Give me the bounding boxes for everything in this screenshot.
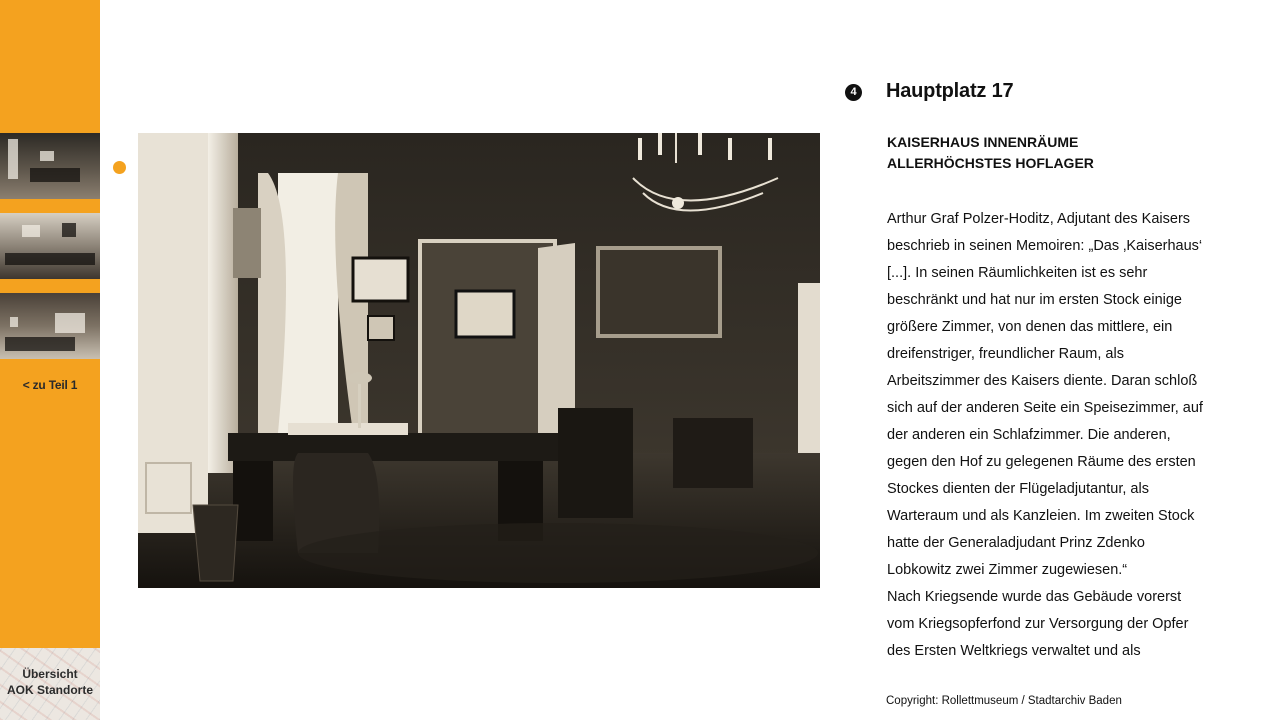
body-line: sich auf der anderen Seite ein Speisezimmer, auf bbox=[887, 400, 1203, 416]
location-number-badge: 4 bbox=[845, 84, 862, 101]
body-line: beschrieb in seinen Memoiren: „Das ‚Kaiserhaus‘ bbox=[887, 238, 1203, 254]
overview-line-2: AOK Standorte bbox=[6, 683, 93, 697]
body-line: Arthur Graf Polzer-Hoditz, Adjutant des Kaisers bbox=[887, 211, 1191, 227]
body-line: größere Zimmer, von denen das mittlere, ein bbox=[887, 319, 1173, 335]
subtitle-line-2: ALLERHÖCHSTES HOFLAGER bbox=[887, 155, 1094, 171]
body-line: Warteraum und als Kanzleien. Im zweiten Stock bbox=[887, 508, 1195, 524]
body-line: beschränkt und hat nur im ersten Stock einige bbox=[887, 292, 1182, 308]
overview-map-button[interactable] bbox=[0, 648, 100, 720]
body-line: hatte der Generaladjudant Prinz Zdenko bbox=[887, 535, 1145, 551]
active-thumbnail-indicator bbox=[113, 161, 126, 174]
body-line: dreifenstriger, freundlicher Raum, als bbox=[887, 346, 1124, 362]
thumbnail-1[interactable] bbox=[0, 133, 100, 199]
body-line: der anderen ein Schlafzimmer. Die anderen, bbox=[887, 427, 1171, 443]
overview-label bbox=[0, 666, 100, 698]
body-line: Nach Kriegsende wurde das Gebäude vorerst bbox=[887, 589, 1182, 605]
thumbnail-3[interactable] bbox=[0, 293, 100, 359]
body-line: [...]. In seinen Räumlichkeiten ist es sehr bbox=[887, 265, 1148, 281]
body-line: gegen den Hof zu gelegenen Räume des ersten bbox=[887, 454, 1196, 470]
body-line: Stockes dienten der Flügeladjutantur, als bbox=[887, 481, 1149, 497]
body-line: Arbeitszimmer des Kaisers diente. Daran schloß bbox=[887, 373, 1198, 389]
sidebar bbox=[0, 0, 100, 648]
historical-photo bbox=[138, 133, 820, 588]
overview-line-1: Übersicht bbox=[22, 667, 78, 681]
copyright-note: Copyright: Rollettmuseum / Stadtarchiv Baden bbox=[886, 695, 1122, 707]
page-title: Hauptplatz 17 bbox=[886, 80, 1014, 102]
photo-illustration bbox=[138, 133, 820, 588]
section-subtitle bbox=[887, 132, 1094, 174]
body-line: vom Kriegsopferfond zur Versorgung der Opfer bbox=[887, 616, 1189, 632]
body-line: Lobkowitz zwei Zimmer zugewiesen.“ bbox=[887, 562, 1128, 578]
body-text bbox=[887, 206, 1247, 665]
thumbnail-2[interactable] bbox=[0, 213, 100, 279]
body-line: des Ersten Weltkriegs verwaltet und als bbox=[887, 643, 1141, 659]
subtitle-line-1: KAISERHAUS INNENRÄUME bbox=[887, 134, 1079, 150]
back-to-part-1-link[interactable]: < zu Teil 1 bbox=[22, 378, 78, 392]
